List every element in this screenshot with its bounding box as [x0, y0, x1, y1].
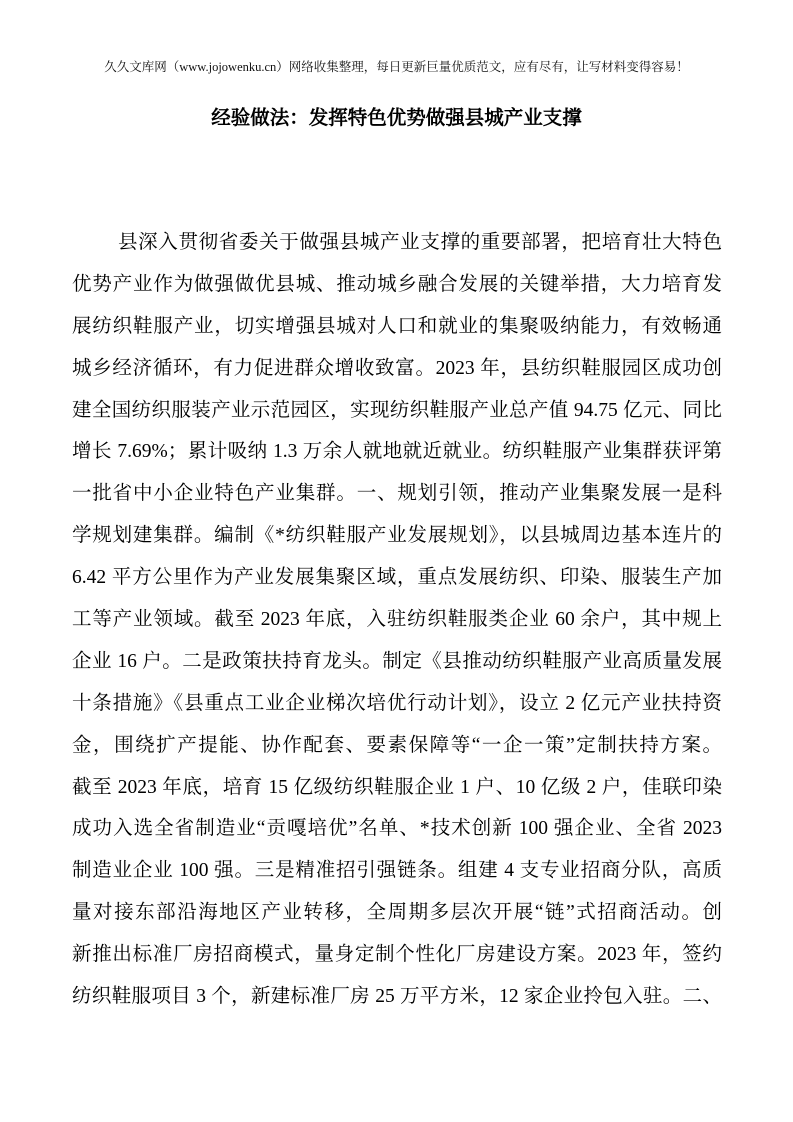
body-paragraph — [72, 222, 722, 1018]
paragraph-line: 增长 7.69%；累计吸纳 1.3 万余人就地就近就业。纺织鞋服产业集群获评第 — [72, 441, 722, 463]
paragraph-line: 成功入选全省制造业“贡嘎培优”名单、*技术创新 100 强企业、全省 2023 — [72, 818, 722, 840]
paragraph-line: 一批省中小企业特色产业集群。一、规划引领，推动产业集聚发展一是科 — [72, 483, 722, 505]
document-title: 经验做法：发挥特色优势做强县城产业支撑 — [211, 107, 582, 129]
paragraph-line: 优势产业作为做强做优县城、推动城乡融合发展的关键举措，大力培育发 — [72, 273, 722, 295]
paragraph-line: 建全国纺织服装产业示范园区，实现纺织鞋服产业总产值 94.75 亿元、同比 — [72, 399, 722, 421]
paragraph-line: 十条措施》《县重点工业企业梯次培优行动计划》，设立 2 亿元产业扶持资 — [72, 692, 722, 714]
paragraph-line: 企业 16 户。二是政策扶持育龙头。制定《县推动纺织鞋服产业高质量发展 — [72, 650, 722, 672]
paragraph-line: 6.42 平方公里作为产业发展集聚区域，重点发展纺织、印染、服装生产加 — [72, 567, 722, 589]
paragraph-line: 金，围绕扩产提能、协作配套、要素保障等“一企一策”定制扶持方案。 — [72, 734, 722, 756]
header-banner: 久久文库网（www.jojowenku.cn）网络收集整理，每日更新巨量优质范文，应有尽有，让写材料变得容易！ — [104, 60, 689, 74]
paragraph-line: 量对接东部沿海地区产业转移，全周期多层次开展“链”式招商活动。创 — [72, 902, 722, 924]
paragraph-line: 纺织鞋服项目 3 个，新建标准厂房 25 万平方米，12 家企业拎包入驻。二、 — [72, 986, 722, 1008]
paragraph-line: 学规划建集群。编制《*纺织鞋服产业发展规划》，以县城周边基本连片的 — [72, 525, 722, 547]
paragraph-line: 截至 2023 年底，培育 15 亿级纺织鞋服企业 1 户、10 亿级 2 户，佳联印染 — [72, 776, 722, 798]
paragraph-line: 制造业企业 100 强。三是精准招引强链条。组建 4 支专业招商分队，高质 — [72, 860, 722, 882]
paragraph-line: 城乡经济循环，有力促进群众增收致富。2023 年，县纺织鞋服园区成功创 — [72, 357, 722, 379]
paragraph-line: 展纺织鞋服产业，切实增强县城对人口和就业的集聚吸纳能力，有效畅通 — [72, 315, 722, 337]
paragraph-line: 新推出标准厂房招商模式，量身定制个性化厂房建设方案。2023 年，签约 — [72, 944, 722, 966]
paragraph-line: 工等产业领域。截至 2023 年底，入驻纺织鞋服类企业 60 余户，其中规上 — [72, 609, 722, 631]
paragraph-line: 县深入贯彻省委关于做强县城产业支撑的重要部署，把培育壮大特色 — [118, 232, 722, 253]
